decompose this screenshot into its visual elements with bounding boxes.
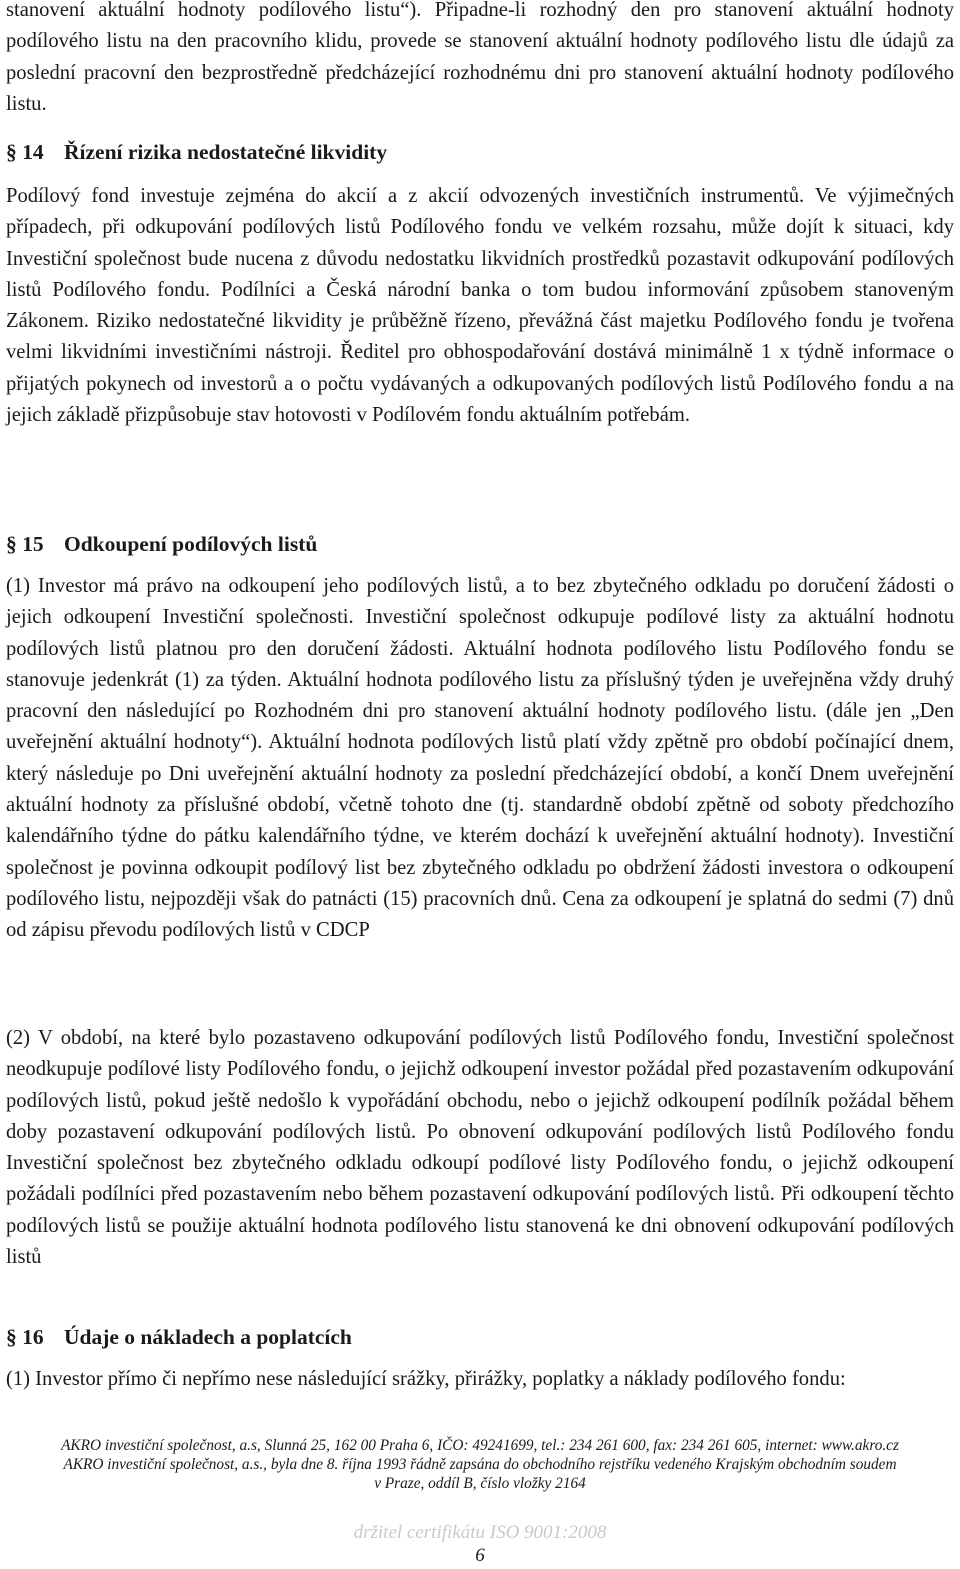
footer-line-3: v Praze, oddíl B, číslo vložky 2164: [374, 1475, 586, 1492]
section-15-number: § 15: [6, 532, 44, 556]
footer-line-1: AKRO investiční společnost, a.s, Slunná 25, 162 00 Praha 6, IČO: 49241699, tel.: 234 261 600, fax: 234 261 605, internet: www.akro.cz: [61, 1437, 899, 1454]
certificate-watermark: držitel certifikátu ISO 9001:2008: [353, 1522, 607, 1543]
section-15-heading: [6, 529, 954, 559]
section-14-number: § 14: [6, 140, 44, 164]
paragraph-section-16-1: (1) Investor přímo či nepřímo nese následující srážky, přirážky, poplatky a náklady podílového fondu:: [6, 1368, 846, 1390]
paragraph-intro: stanovení aktuální hodnoty podílového listu“). Připadne-li rozhodný den pro stanovení aktuální hodnoty podílového listu na den pracovního klidu, provede se stanovení aktuální hodnoty podílového listu dle údajů za poslední pracovní den bezprostředně předcházející rozhodnému dni pro stanovení aktuální hodnoty podílového listu.: [6, 0, 954, 115]
section-16-number: § 16: [6, 1325, 44, 1349]
paragraph-section-14: Podílový fond investuje zejména do akcií a z akcií odvozených investičních instrumentů. Ve výjimečných případech, při odkupování podílových listů Podílového fondu ve velkém rozsahu, může dojít k situaci, kdy Investiční společnost bude nucena z důvodu nedostatku likvidních prostředků pozastavit odkupování podílových listů Podílového fondu. Podílníci a Česká národní banka o tom budou informování způsobem stanoveným Zákonem. Riziko nedostatečné likvidity je průběžně řízeno, převážná část majetku Podílového fondu je tvořena velmi likvidními investičními nástroji. Ředitel pro obhospodařování dostává minimálně 1 x týdně informace o přijatých pokynech od investorů a o počtu vydávaných a odkupovaných podílových listů Podílového fondu a na jejich základě přizpůsobuje stav hotovosti v Podílovém fondu aktuálním potřebám.: [6, 185, 954, 427]
section-14-heading: [6, 137, 954, 167]
footer-line-2: AKRO investiční společnost, a.s., byla dne 8. října 1993 řádně zapsána do obchodního rejstříku vedeného Krajským obchodním soudem: [63, 1456, 897, 1473]
section-16-title: Údaje o nákladech a poplatcích: [64, 1325, 352, 1349]
section-14-title: Řízení rizika nedostatečné likvidity: [64, 140, 388, 164]
paragraph-section-15-2: (2) V období, na které bylo pozastaveno odkupování podílových listů Podílového fondu, Investiční společnost neodkupuje podílové listy Podílového fondu, o jejichž odkoupení investor požádal před pozastavením odkupování podílových listů, pokud ještě nedošlo k vypořádání obchodu, nebo o jejichž odkoupení podílník požádal během doby pozastavení odkupování podílových listů. Po obnovení odkupování podílových listů Podílového fondu Investiční společnost bez zbytečného odkladu odkoupí podílové listy Podílového fondu, o jejichž odkoupení požádali podílníci před pozastavením nebo během pozastavení odkupování podílových listů. Při odkoupení těchto podílových listů se použije aktuální hodnota podílového listu stanovená ke dni obnovení odkupování podílových listů: [6, 1027, 954, 1269]
section-16-heading: [6, 1322, 954, 1352]
paragraph-section-15-1: (1) Investor má právo na odkoupení jeho podílových listů, a to bez zbytečného odkladu po doručení žádosti o jejich odkoupení Investiční společnosti. Investiční společnost odkupuje podílové listy za aktuální hodnotu podílových listů platnou pro den doručení žádosti. Aktuální hodnota podílového listu Podílového fondu se stanovuje jedenkrát (1) za týden. Aktuální hodnota podílového listu za příslušný týden je uveřejněna vždy druhý pracovní den následující po Rozhodném dni pro stanovení aktuální hodnoty podílového listu. (dále jen „Den uveřejnění aktuální hodnoty“). Aktuální hodnota podílových listů platí vždy zpětně pro období počínající dnem, který následuje po Dni uveřejnění aktuální hodnoty za poslední předcházející období, a končí Dnem uveřejnění aktuální hodnoty za příslušné období, včetně tohoto dne (tj. standardně období zpětně od soboty předchozího kalendářního týdne do pátku kalendářního týdne, ve kterém dochází k uveřejnění aktuální hodnoty). Investiční společnost je povinna odkoupit podílový list bez zbytečného odkladu po obdržení žádosti investora o odkoupení podílového listu, nejpozději však do patnácti (15) pracovních dnů. Cena za odkoupení je splatná do sedmi (7) dnů od zápisu převodu podílových listů v CDCP: [6, 575, 954, 942]
page-number: 6: [475, 1545, 485, 1566]
section-15-title: Odkoupení podílových listů: [64, 532, 318, 556]
